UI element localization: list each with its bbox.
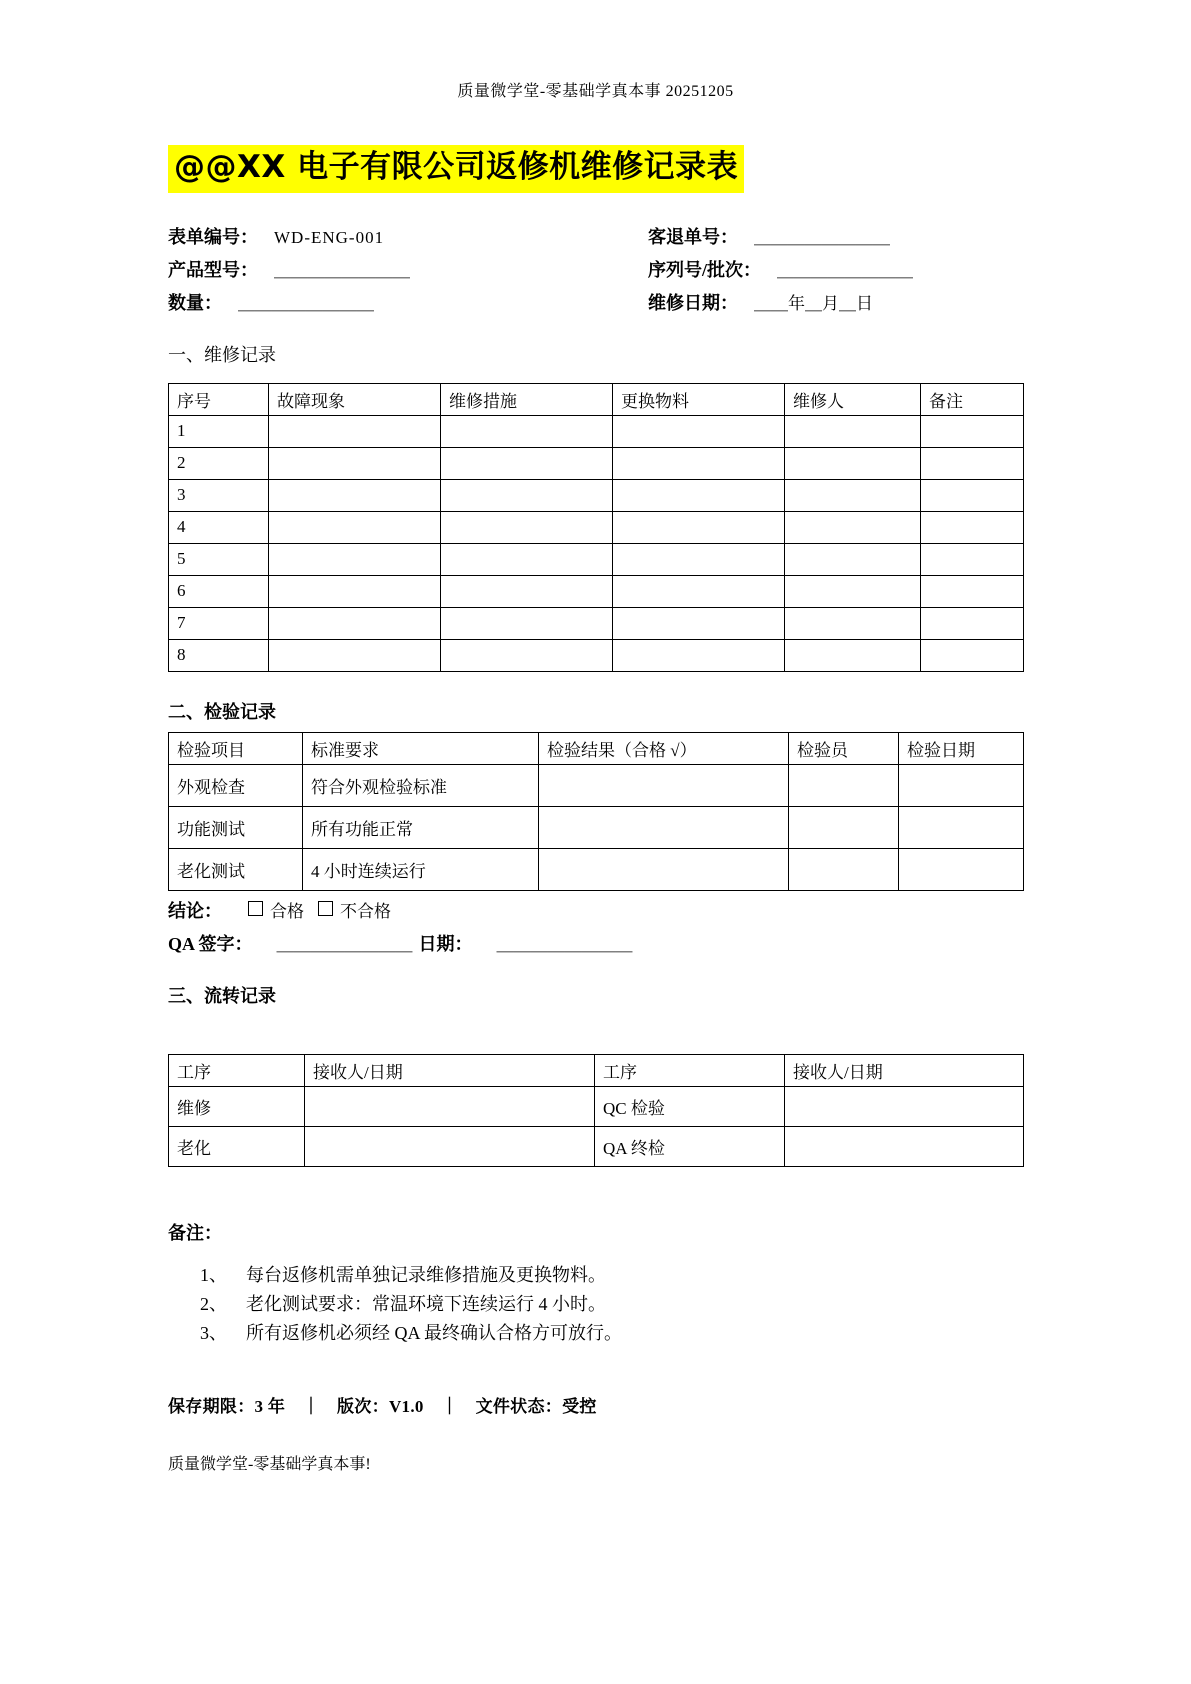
document-control-line: 保存期限：3 年 ｜ 版次：V1.0 ｜ 文件状态：受控 xyxy=(168,1397,597,1416)
table-cell: 老化测试 xyxy=(169,848,303,890)
field-serial-value[interactable]: ＿＿＿＿＿＿＿＿ xyxy=(777,260,914,280)
flow-record-body xyxy=(169,1054,1024,1166)
table-cell-empty[interactable] xyxy=(613,479,785,511)
table-cell-empty[interactable] xyxy=(613,575,785,607)
meta-row xyxy=(168,289,1023,315)
inspection-header-row xyxy=(169,732,1024,764)
section-heading-flow-record: 三、流转记录 xyxy=(168,985,276,1006)
table-cell: 功能测试 xyxy=(169,806,303,848)
table-row xyxy=(169,639,1024,671)
table-cell-empty[interactable] xyxy=(539,806,789,848)
inspection-record-body xyxy=(169,732,1024,890)
table-cell-empty[interactable] xyxy=(785,1126,1024,1166)
table-row xyxy=(169,415,1024,447)
repair-header-row xyxy=(169,383,1024,415)
table-cell-empty[interactable] xyxy=(441,511,613,543)
column-header: 工序 xyxy=(169,1054,305,1086)
table-cell-empty[interactable] xyxy=(921,511,1024,543)
table-cell: 3 xyxy=(169,479,269,511)
page-title-wrap xyxy=(168,145,1191,193)
table-cell-empty[interactable] xyxy=(305,1086,595,1126)
column-header: 检验项目 xyxy=(169,732,303,764)
table-cell-empty[interactable] xyxy=(899,806,1024,848)
meta-row xyxy=(168,256,1023,282)
remarks-list xyxy=(0,1261,1191,1348)
column-header: 维修措施 xyxy=(441,383,613,415)
remark-text: 老化测试要求：常温环境下连续运行 4 小时。 xyxy=(246,1293,606,1314)
table-row xyxy=(169,764,1024,806)
column-header: 故障现象 xyxy=(269,383,441,415)
table-cell-empty[interactable] xyxy=(269,447,441,479)
remark-number: 1、 xyxy=(200,1264,227,1285)
table-cell-empty[interactable] xyxy=(785,479,921,511)
table-cell-empty[interactable] xyxy=(785,1086,1024,1126)
table-row xyxy=(169,1086,1024,1126)
table-cell-empty[interactable] xyxy=(441,575,613,607)
repair-record-table xyxy=(168,383,1024,672)
field-serial xyxy=(648,256,1023,282)
table-cell-empty[interactable] xyxy=(269,511,441,543)
table-cell-empty[interactable] xyxy=(613,447,785,479)
field-qty-label: 数量： xyxy=(168,292,222,313)
table-cell: 4 小时连续运行 xyxy=(303,848,539,890)
table-cell: 所有功能正常 xyxy=(303,806,539,848)
qa-signature-label: QA 签字： xyxy=(168,933,253,954)
table-cell-empty[interactable] xyxy=(613,511,785,543)
field-serial-label: 序列号/批次： xyxy=(648,259,762,280)
qa-date-field[interactable]: ＿＿＿＿＿＿＿＿ xyxy=(496,934,633,954)
checkbox-fail[interactable] xyxy=(318,901,333,916)
table-cell-empty[interactable] xyxy=(921,543,1024,575)
table-cell-empty[interactable] xyxy=(269,639,441,671)
remark-text: 所有返修机必须经 QA 最终确认合格方可放行。 xyxy=(246,1322,623,1343)
checkbox-pass-label: 合格 xyxy=(270,901,304,921)
table-row xyxy=(169,806,1024,848)
field-form-no-value[interactable]: WD-ENG-001 xyxy=(274,227,385,247)
table-row xyxy=(169,575,1024,607)
table-cell-empty[interactable] xyxy=(785,447,921,479)
page-title: @@XX 电子有限公司返修机维修记录表 xyxy=(168,145,744,193)
column-header: 接收人/日期 xyxy=(785,1054,1024,1086)
table-cell: QC 检验 xyxy=(595,1086,785,1126)
table-cell-empty[interactable] xyxy=(613,543,785,575)
table-cell-empty[interactable] xyxy=(921,447,1024,479)
remark-text: 每台返修机需单独记录维修措施及更换物料。 xyxy=(246,1264,606,1285)
footer-slogan: 质量微学堂-零基础学真本事! xyxy=(168,1456,371,1473)
table-row xyxy=(169,607,1024,639)
field-return-no-label: 客退单号： xyxy=(648,226,738,247)
checkbox-fail-label: 不合格 xyxy=(340,901,391,921)
table-cell: 5 xyxy=(169,543,269,575)
table-cell-empty[interactable] xyxy=(305,1126,595,1166)
column-header: 备注 xyxy=(921,383,1024,415)
table-cell-empty[interactable] xyxy=(921,479,1024,511)
flow-header-row xyxy=(169,1054,1024,1086)
table-cell: QA 终检 xyxy=(595,1126,785,1166)
field-form-no xyxy=(168,223,648,249)
field-model-value[interactable]: ＿＿＿＿＿＿＿＿ xyxy=(274,260,410,280)
table-cell-empty[interactable] xyxy=(269,479,441,511)
flow-record-table xyxy=(168,1054,1024,1167)
table-cell-empty[interactable] xyxy=(785,543,921,575)
field-repair-date-value[interactable]: ＿＿年＿月＿日 xyxy=(754,293,873,313)
column-header: 检验日期 xyxy=(899,732,1024,764)
remark-item xyxy=(200,1261,1191,1290)
qa-date-label: 日期： xyxy=(418,933,473,954)
qa-signature-field[interactable]: ＿＿＿＿＿＿＿＿ xyxy=(276,934,413,954)
column-header: 更换物料 xyxy=(613,383,785,415)
conclusion-row xyxy=(168,897,1191,923)
table-cell-empty[interactable] xyxy=(789,848,899,890)
table-cell-empty[interactable] xyxy=(921,575,1024,607)
column-header: 检验结果（合格 √） xyxy=(539,732,789,764)
inspection-record-table xyxy=(168,732,1024,891)
field-qty xyxy=(168,289,648,315)
field-form-no-label: 表单编号： xyxy=(168,226,258,247)
table-cell-empty[interactable] xyxy=(921,607,1024,639)
column-header: 维修人 xyxy=(785,383,921,415)
qa-signature-row xyxy=(168,930,1191,956)
table-row xyxy=(169,447,1024,479)
column-header: 检验员 xyxy=(789,732,899,764)
table-cell-empty[interactable] xyxy=(269,415,441,447)
table-cell-empty[interactable] xyxy=(441,415,613,447)
table-cell-empty[interactable] xyxy=(441,479,613,511)
table-row xyxy=(169,511,1024,543)
table-cell-empty[interactable] xyxy=(269,575,441,607)
remarks-title: 备注： xyxy=(168,1222,222,1243)
table-cell-empty[interactable] xyxy=(613,607,785,639)
remark-item xyxy=(200,1319,1191,1348)
field-return-no xyxy=(648,223,1023,249)
field-model xyxy=(168,256,648,282)
conclusion-label: 结论： xyxy=(168,900,222,921)
running-header: 质量微学堂-零基础学真本事 20251205 xyxy=(457,83,734,100)
table-row xyxy=(169,848,1024,890)
table-cell-empty[interactable] xyxy=(441,607,613,639)
section-heading-repair-record: 一、维修记录 xyxy=(168,344,276,365)
table-cell-empty[interactable] xyxy=(269,607,441,639)
section-heading-inspection-record: 二、检验记录 xyxy=(168,701,276,722)
form-meta-fields xyxy=(168,223,1023,315)
table-cell-empty[interactable] xyxy=(441,639,613,671)
table-cell-empty[interactable] xyxy=(785,575,921,607)
checkbox-pass[interactable] xyxy=(248,901,263,916)
field-model-label: 产品型号： xyxy=(168,259,258,280)
table-cell: 符合外观检验标准 xyxy=(303,764,539,806)
remark-number: 2、 xyxy=(200,1293,227,1314)
table-cell-empty[interactable] xyxy=(785,415,921,447)
table-cell-empty[interactable] xyxy=(441,543,613,575)
table-cell: 2 xyxy=(169,447,269,479)
meta-row xyxy=(168,223,1023,249)
remark-item xyxy=(200,1290,1191,1319)
table-cell-empty[interactable] xyxy=(539,848,789,890)
table-cell-empty[interactable] xyxy=(921,415,1024,447)
table-cell-empty[interactable] xyxy=(921,639,1024,671)
table-cell-empty[interactable] xyxy=(613,639,785,671)
table-row xyxy=(169,479,1024,511)
column-header: 序号 xyxy=(169,383,269,415)
remark-number: 3、 xyxy=(200,1322,227,1343)
table-cell: 维修 xyxy=(169,1086,305,1126)
table-cell-empty[interactable] xyxy=(539,764,789,806)
table-cell-empty[interactable] xyxy=(785,607,921,639)
field-repair-date xyxy=(648,289,1023,315)
table-row xyxy=(169,543,1024,575)
column-header: 工序 xyxy=(595,1054,785,1086)
table-cell-empty[interactable] xyxy=(899,848,1024,890)
table-cell-empty[interactable] xyxy=(785,511,921,543)
field-qty-value[interactable]: ＿＿＿＿＿＿＿＿ xyxy=(238,293,374,313)
table-row xyxy=(169,1126,1024,1166)
table-cell: 8 xyxy=(169,639,269,671)
table-cell: 外观检查 xyxy=(169,764,303,806)
column-header: 接收人/日期 xyxy=(305,1054,595,1086)
table-cell-empty[interactable] xyxy=(785,639,921,671)
table-cell-empty[interactable] xyxy=(789,806,899,848)
table-cell: 老化 xyxy=(169,1126,305,1166)
field-return-no-value[interactable]: ＿＿＿＿＿＿＿＿ xyxy=(754,227,890,247)
field-repair-date-label: 维修日期： xyxy=(648,292,738,313)
table-cell: 6 xyxy=(169,575,269,607)
column-header: 标准要求 xyxy=(303,732,539,764)
table-cell-empty[interactable] xyxy=(441,447,613,479)
table-cell: 7 xyxy=(169,607,269,639)
table-cell-empty[interactable] xyxy=(789,764,899,806)
table-cell-empty[interactable] xyxy=(899,764,1024,806)
table-cell: 1 xyxy=(169,415,269,447)
table-cell: 4 xyxy=(169,511,269,543)
table-cell-empty[interactable] xyxy=(613,415,785,447)
repair-record-body xyxy=(169,383,1024,671)
table-cell-empty[interactable] xyxy=(269,543,441,575)
